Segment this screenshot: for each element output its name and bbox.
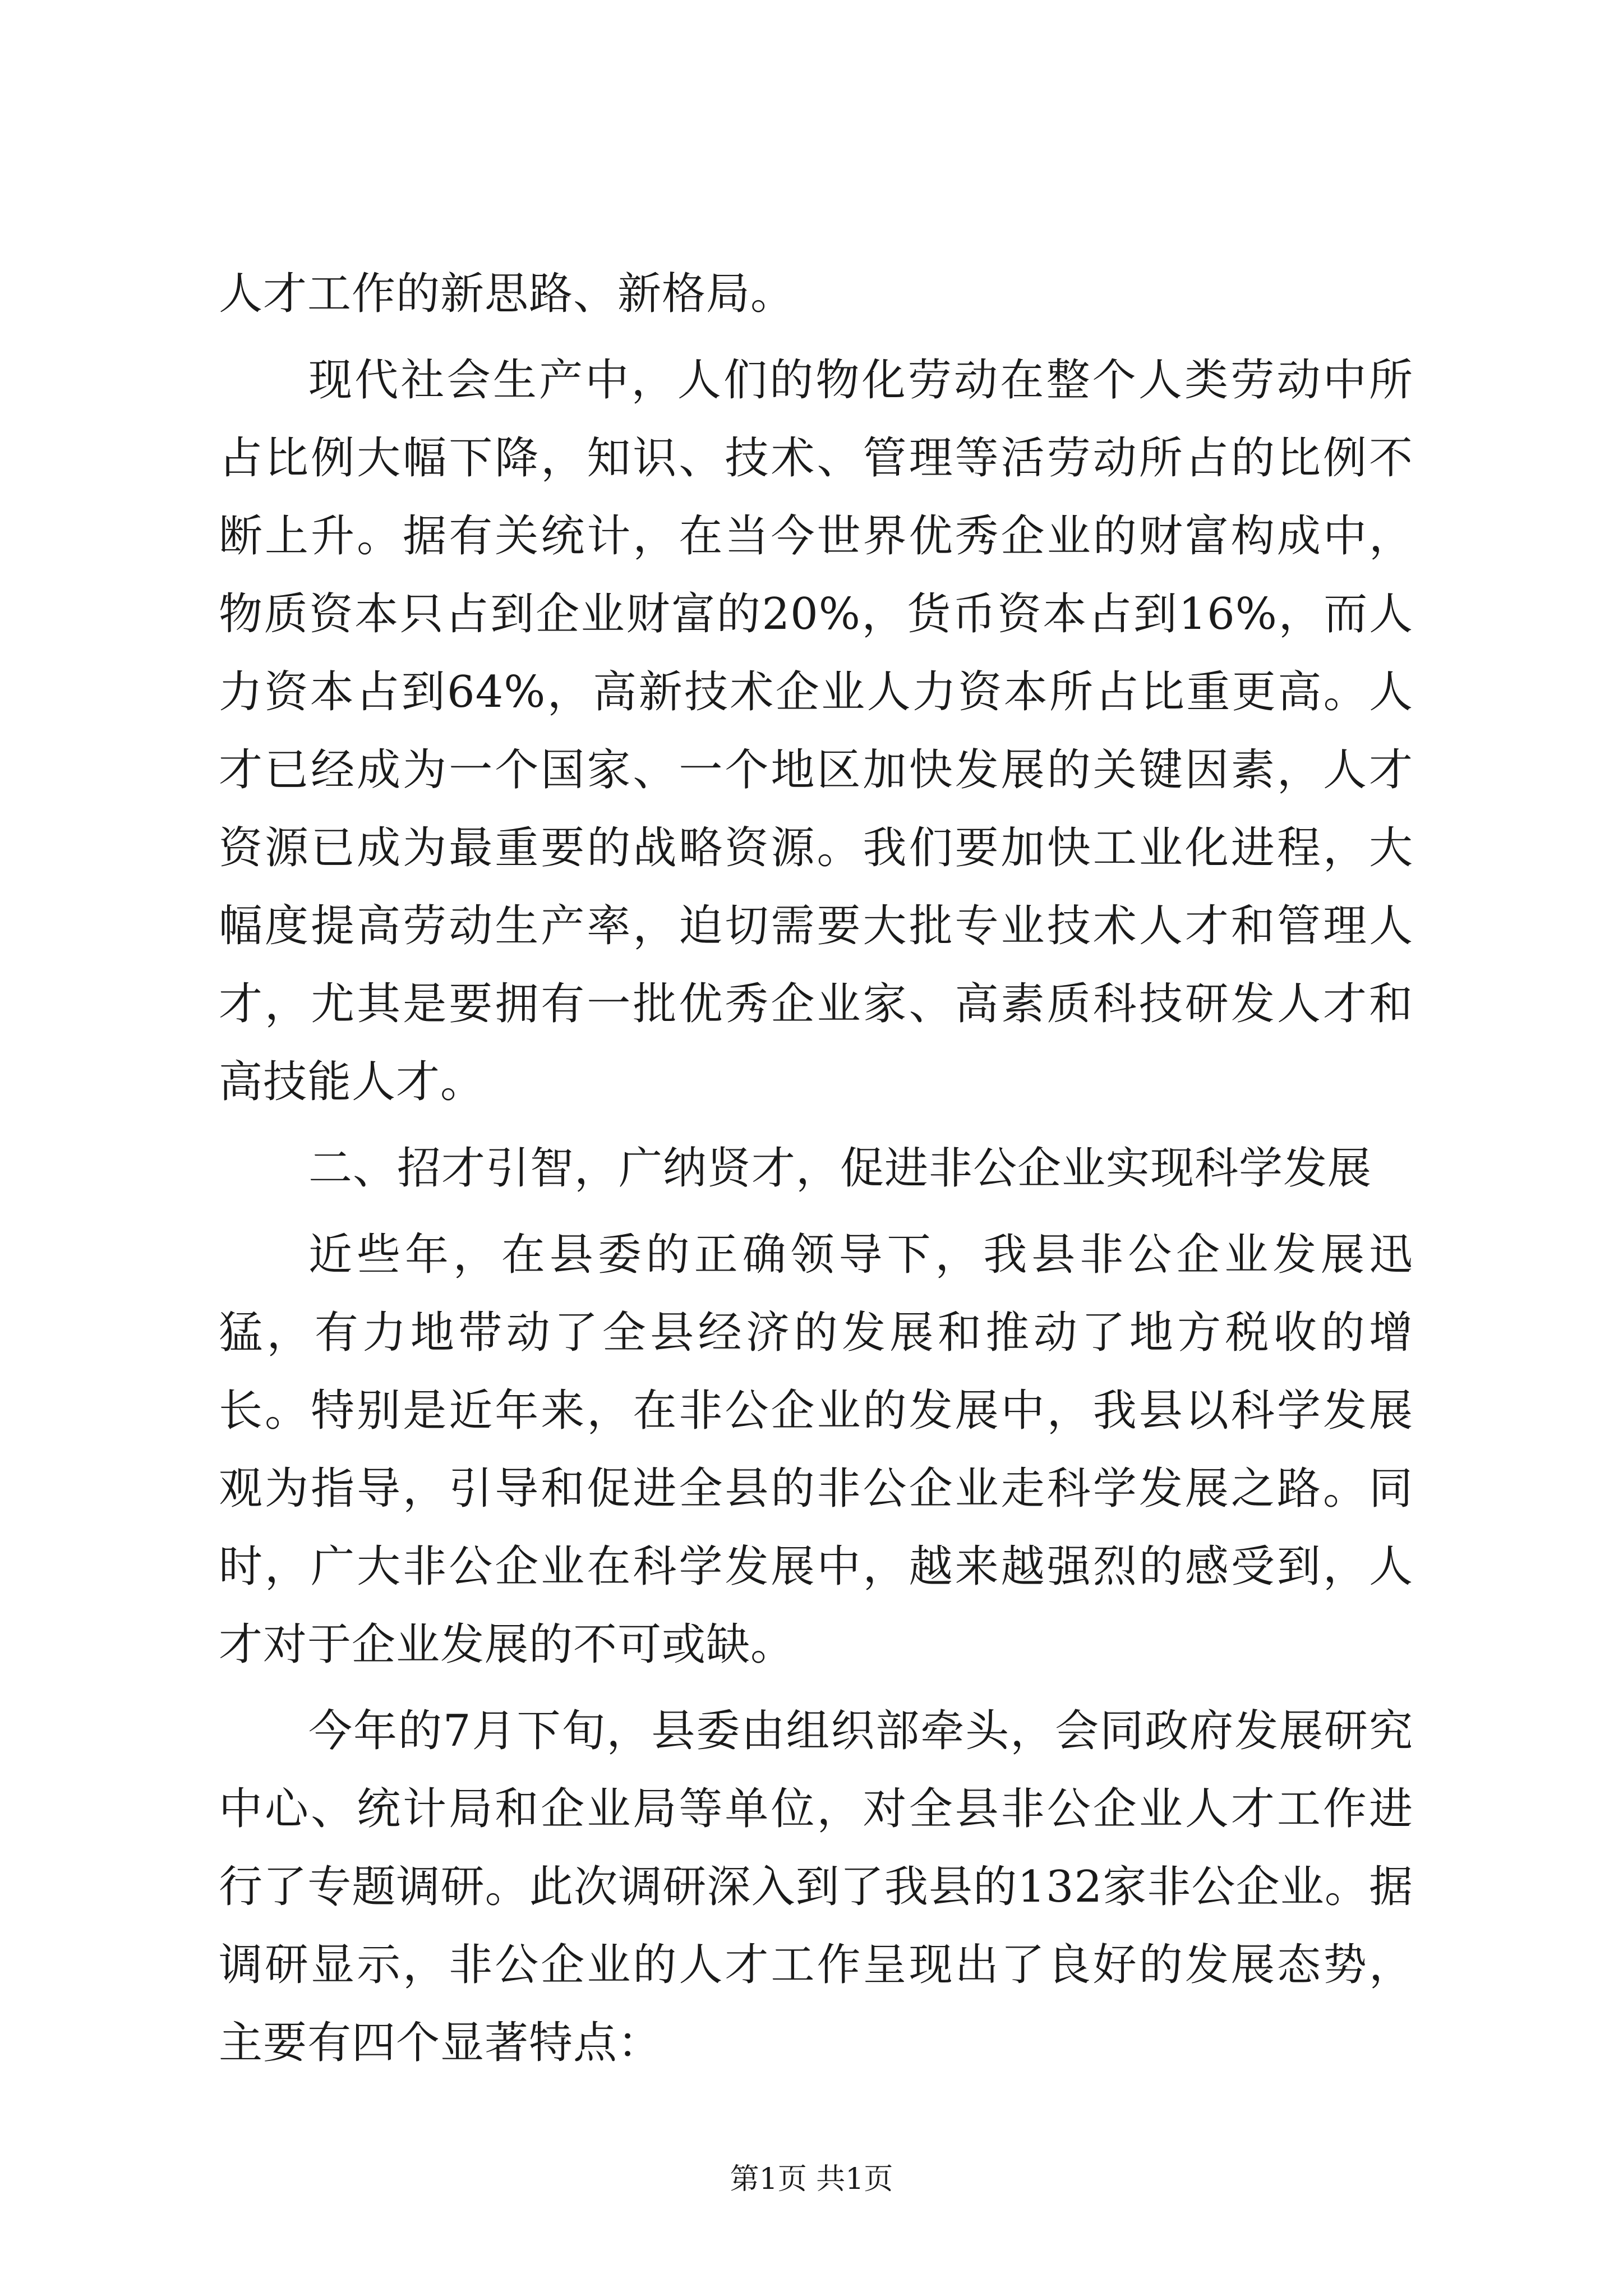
page-footer: 第1页 共1页 — [730, 2162, 893, 2196]
paragraph-survey: 今年的7月下旬，县委由组织部牵头，会同政府发展研究中心、统计局和企业局等单位，对全县非公企业人才工作进行了专题调研。此次调研深入到了我县的132家非公企业。据调研显示，非公企业的人才工作呈现出了良好的发展态势，主要有四个显著特点： — [219, 1706, 1413, 2068]
document-body — [219, 255, 1413, 2082]
paragraph-continuation: 人才工作的新思路、新格局。 — [219, 269, 795, 319]
paragraph-talent-importance: 现代社会生产中，人们的物化劳动在整个人类劳动中所占比例大幅下降，知识、技术、管理等活劳动所占的比例不断上升。据有关统计，在当今世界优秀企业的财富构成中，物质资本只占到企业财富的20%，货币资本占到16%，而人力资本占到64%，高新技术企业人力资本所占比重更高。人才已经成为一个国家、一个地区加快发展的关键因素，人才资源已成为最重要的战略资源。我们要加快工业化进程，大幅度提高劳动生产率，迫切需要大批专业技术人才和管理人才，尤其是要拥有一批优秀企业家、高素质科技研发人才和高技能人才。 — [219, 355, 1413, 1107]
section-heading: 二、招才引智，广纳贤才，促进非公企业实现科学发展 — [308, 1143, 1372, 1194]
paragraph-county-development: 近些年，在县委的正确领导下，我县非公企业发展迅猛，有力地带动了全县经济的发展和推动了地方税收的增长。特别是近年来，在非公企业的发展中，我县以科学发展观为指导，引导和促进全县的非公企业走科学发展之路。同时，广大非公企业在科学发展中，越来越强烈的感受到，人才对于企业发展的不可或缺。 — [219, 1230, 1413, 1670]
